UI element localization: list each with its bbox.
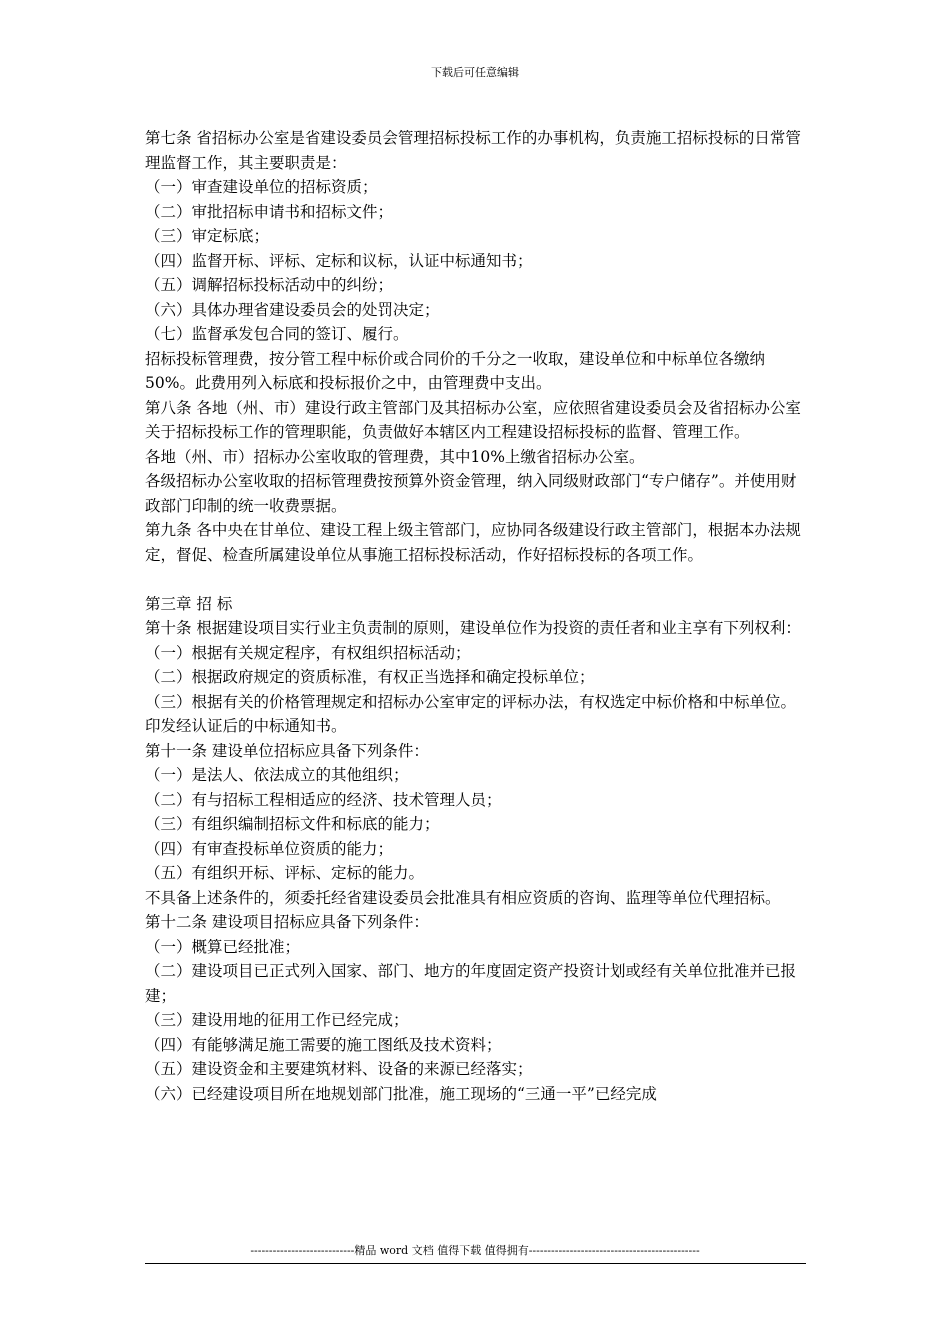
page-header: 下载后可任意编辑 [431,66,519,79]
paragraph: （五）调解招标投标活动中的纠纷； [145,276,394,294]
paragraph: 第八条 各地（州、市）建设行政主管部门及其招标办公室，应依照省建设委员会及省招标办公室关于招标投标工作的管理职能，负责做好本辖区内工程建设招标投标的监督、管理工作。 [145,398,801,441]
paragraph: （三）有组织编制招标文件和标底的能力； [145,815,440,833]
paragraph: （二）根据政府规定的资质标准，有权正当选择和确定投标单位； [145,668,595,686]
paragraph: （一）根据有关规定程序，有权组织招标活动； [145,643,471,662]
paragraph: （六）具体办理省建设委员会的处罚决定； [145,300,440,319]
paragraph: 第十二条 建设项目招标应具备下列条件： [145,913,429,931]
paragraph: （一）概算已经批准； [145,937,301,956]
paragraph: （二）有与招标工程相适应的经济、技术管理人员； [145,790,502,809]
paragraph: （一）审查建设单位的招标资质； [145,178,378,196]
paragraph: （三）审定标底； [145,227,270,245]
footer-rule [145,1263,806,1264]
paragraph: （四）有能够满足施工需要的施工图纸及技术资料； [145,1035,502,1054]
paragraph: （三）建设用地的征用工作已经完成； [145,1011,409,1029]
paragraph: 第七条 省招标办公室是省建设委员会管理招标投标工作的办事机构，负责施工招标投标的日常管理监督工作，其主要职责是： [145,129,801,172]
paragraph: （二）建设项目已正式列入国家、部门、地方的年度固定资产投资计划或经有关单位批准并已报建； [145,962,797,1005]
paragraph: （五）有组织开标、评标、定标的能力。 [145,864,425,882]
paragraph: （二）审批招标申请书和招标文件； [145,202,394,221]
paragraph: （一）是法人、依法成立的其他组织； [145,766,409,784]
paragraph: 各级招标办公室收取的招标管理费按预算外资金管理，纳入同级财政部门“专户储存”。并使用财政部门印制的统一收费票据。 [145,472,797,515]
paragraph: （四）监督开标、评标、定标和议标，认证中标通知书； [145,251,533,270]
paragraph: 第十条 根据建设项目实行业主负责制的原则，建设单位作为投资的责任者和业主享有下列权利： [145,619,801,637]
paragraph: 第十一条 建设单位招标应具备下列条件： [145,741,429,760]
paragraph: 各地（州、市）招标办公室收取的管理费，其中10%上缴省招标办公室。 [145,447,645,466]
paragraph: （五）建设资金和主要建筑材料、设备的来源已经落实； [145,1060,533,1078]
paragraph: （三）根据有关的价格管理规定和招标办公室审定的评标办法，有权选定中标价格和中标单位。印发经认证后的中标通知书。 [145,692,797,735]
document-body [145,126,810,1106]
paragraph: 不具备上述条件的，须委托经省建设委员会批准具有相应资质的咨询、监理等单位代理招标。 [145,888,781,907]
paragraph: 第三章 招 标 [145,594,233,613]
paragraph: 第九条 各中央在甘单位、建设工程上级主管部门，应协同各级建设行政主管部门，根据本办法规定，督促、检查所属建设单位从事施工招标投标活动，作好招标投标的各项工作。 [145,521,801,564]
paragraph: （四）有审查投标单位资质的能力； [145,839,394,858]
blank-line [145,567,810,592]
page-footer: ----------------------------精品 word 文档 值得下载 值得拥有---------------------------------------------- [250,1244,700,1257]
paragraph: （七）监督承发包合同的签订、履行。 [145,325,409,343]
paragraph: 招标投标管理费，按分管工程中标价或合同价的千分之一收取，建设单位和中标单位各缴纳50%。此费用列入标底和投标报价之中，由管理费中支出。 [145,349,766,392]
paragraph: （六）已经建设项目所在地规划部门批准，施工现场的“三通一平”已经完成 [145,1084,657,1103]
